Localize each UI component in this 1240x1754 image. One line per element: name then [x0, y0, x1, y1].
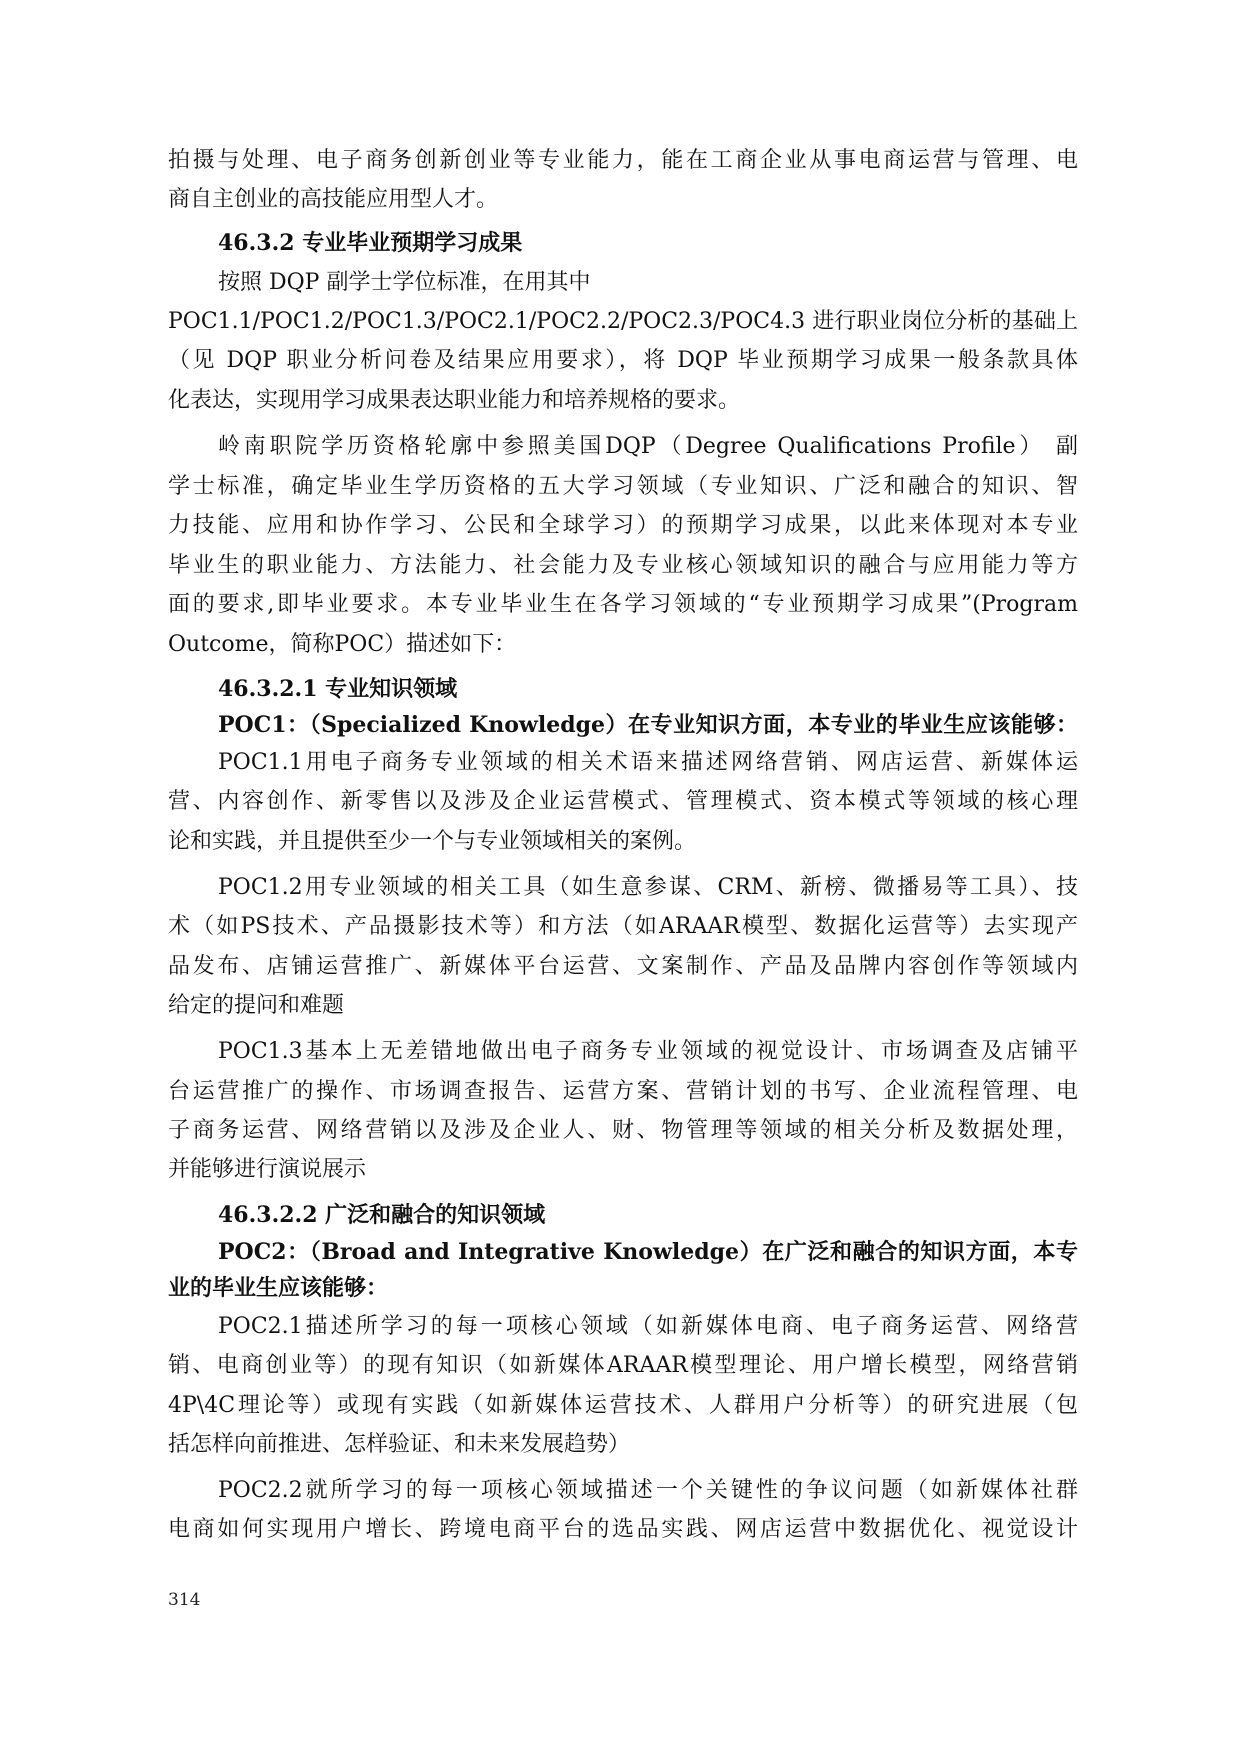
- body-text-line: 电商如何实现用户增长、跨境电商平台的选品实践、网店运营中数据优化、视觉设计: [168, 1517, 1078, 1542]
- body-text-line: 化表达，实现用学习成果表达职业能力和培养规格的要求。: [168, 388, 741, 413]
- section-heading: 46.3.2.1 专业知识领域: [218, 676, 458, 702]
- poc-heading: 业的毕业生应该能够：: [168, 1275, 389, 1301]
- section-heading: 46.3.2 专业毕业预期学习成果: [218, 230, 523, 256]
- body-text-line: （见 DQP 职业分析问卷及结果应用要求），将 DQP 毕业预期学习成果一般条款具体: [168, 348, 1078, 373]
- body-text-line: 岭南职院学历资格轮廓中参照美国DQP（Degree Qualifications Profile） 副: [218, 434, 1078, 459]
- body-text-line: 面的要求,即毕业要求。本专业毕业生在各学习领域的“专业预期学习成果”(Program: [168, 592, 1078, 617]
- body-text-line: 术（如PS技术、产品摄影技术等）和方法（如ARAAR模型、数据化运营等）去实现产: [168, 914, 1078, 939]
- body-text-line: 4P\4C理论等）或现有实践（如新媒体运营技术、人群用户分析等）的研究进展（包: [168, 1393, 1078, 1418]
- body-text-line: 毕业生的职业能力、方法能力、社会能力及专业核心领域知识的融合与应用能力等方: [168, 553, 1078, 578]
- body-text-line: 品发布、店铺运营推广、新媒体平台运营、文案制作、产品及品牌内容创作等领域内: [168, 954, 1078, 979]
- body-text-line: 营、内容创作、新零售以及涉及企业运营模式、管理模式、资本模式等领域的核心理: [168, 789, 1078, 814]
- body-text-line: POC1.1/POC1.2/POC1.3/POC2.1/POC2.2/POC2.3/POC4.3 进行职业岗位分析的基础上: [168, 309, 1078, 334]
- body-text-line: 力技能、应用和协作学习、公民和全球学习）的预期学习成果，以此来体现对本专业: [168, 513, 1078, 538]
- body-text-line: 拍摄与处理、电子商务创新创业等专业能力，能在工商企业从事电商运营与管理、电: [168, 148, 1078, 173]
- body-text-line: 给定的提问和难题: [168, 993, 345, 1018]
- body-text-line: 台运营推广的操作、市场调查报告、运营方案、营销计划的书写、企业流程管理、电: [168, 1079, 1078, 1104]
- body-text-line: 子商务运营、网络营销以及涉及企业人、财、物管理等领域的相关分析及数据处理，: [168, 1118, 1078, 1143]
- body-text-line: POC2.1描述所学习的每一项核心领域（如新媒体电商、电子商务运营、网络营: [218, 1314, 1078, 1339]
- body-text-line: Outcome，简称POC）描述如下：: [168, 632, 517, 657]
- body-text-line: 商自主创业的高技能应用型人才。: [168, 187, 499, 212]
- body-text-line: 论和实践，并且提供至少一个与专业领域相关的案例。: [168, 829, 697, 854]
- body-text-line: POC1.3基本上无差错地做出电子商务专业领域的视觉设计、市场调查及店铺平: [218, 1039, 1078, 1064]
- body-text-line: 学士标准，确定毕业生学历资格的五大学习领域（专业知识、广泛和融合的知识、智: [168, 474, 1078, 499]
- page-number: 314: [168, 1590, 201, 1610]
- body-text-line: POC1.1用电子商务专业领域的相关术语来描述网络营销、网店运营、新媒体运: [218, 750, 1078, 775]
- body-text-line: 括怎样向前推进、怎样验证、和未来发展趋势）: [168, 1432, 631, 1457]
- body-text-line: 按照 DQP 副学士学位标准，在用其中: [218, 270, 591, 295]
- body-text-line: POC2.2就所学习的每一项核心领域描述一个关键性的争议问题（如新媒体社群: [218, 1478, 1078, 1503]
- body-text-line: 销、电商创业等）的现有知识（如新媒体ARAAR模型理论、用户增长模型，网络营销: [168, 1353, 1078, 1378]
- poc-heading: POC2：（Broad and Integrative Knowledge）在广泛和融合的知识方面，本专: [218, 1239, 1078, 1265]
- body-text-line: POC1.2用专业领域的相关工具（如生意参谋、CRM、新榜、微播易等工具）、技: [218, 875, 1078, 900]
- body-text-line: 并能够进行演说展示: [168, 1157, 367, 1182]
- section-heading: 46.3.2.2 广泛和融合的知识领域: [218, 1202, 546, 1228]
- poc-heading: POC1：（Specialized Knowledge）在专业知识方面，本专业的毕业生应该能够：: [218, 712, 1078, 738]
